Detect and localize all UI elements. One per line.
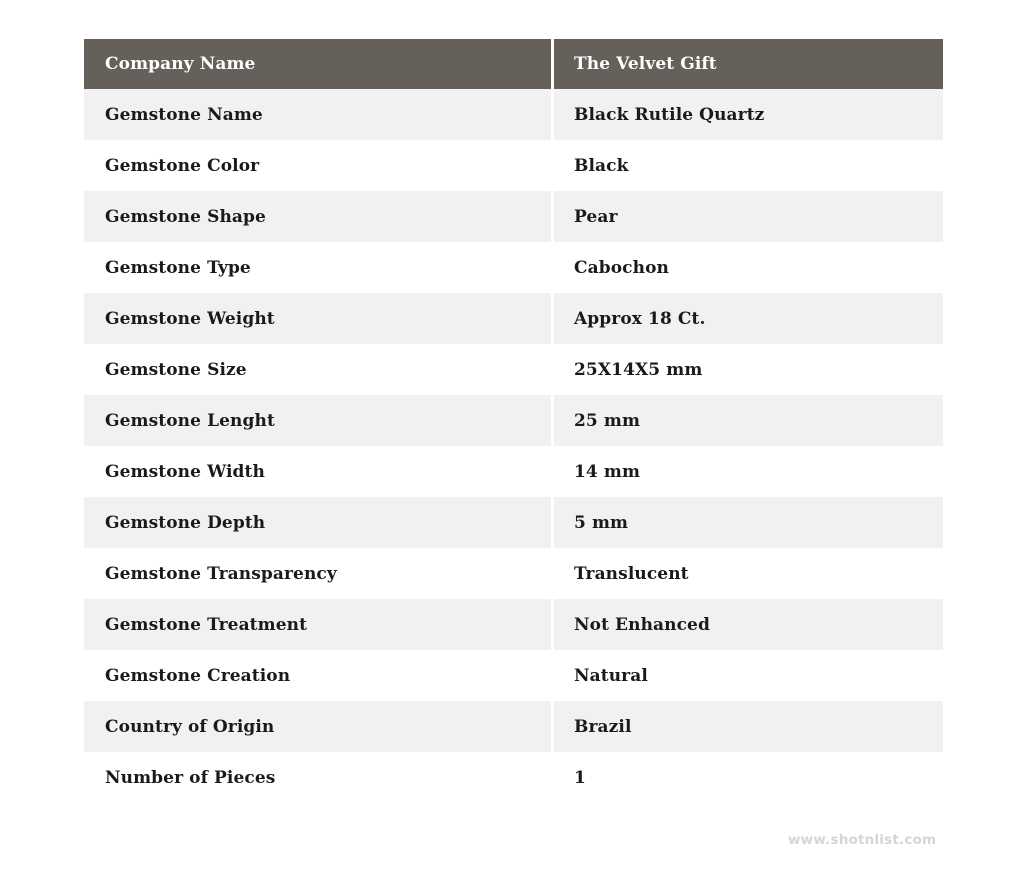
row-value-cell bbox=[554, 191, 943, 242]
row-value-text: 14 mm bbox=[554, 446, 943, 497]
row-value-text: Not Enhanced bbox=[554, 599, 943, 650]
row-value-text: Black bbox=[554, 140, 943, 191]
row-value-cell bbox=[554, 395, 943, 446]
row-value-cell bbox=[554, 548, 943, 599]
row-label-text: Gemstone Depth bbox=[84, 497, 551, 548]
row-label-cell bbox=[84, 701, 551, 752]
table-row bbox=[84, 242, 943, 293]
row-value-text: 25X14X5 mm bbox=[554, 344, 943, 395]
row-value-text: Pear bbox=[554, 191, 943, 242]
table-row bbox=[84, 293, 943, 344]
table-row bbox=[84, 140, 943, 191]
row-value-cell bbox=[554, 497, 943, 548]
row-label-cell bbox=[84, 497, 551, 548]
header-value-cell bbox=[554, 39, 943, 89]
row-label-cell bbox=[84, 191, 551, 242]
row-label-text: Gemstone Weight bbox=[84, 293, 551, 344]
row-value-cell bbox=[554, 140, 943, 191]
row-value-cell bbox=[554, 752, 943, 803]
row-label-cell bbox=[84, 89, 551, 140]
table-body bbox=[84, 39, 943, 803]
table-row bbox=[84, 497, 943, 548]
table-row bbox=[84, 446, 943, 497]
watermark-text: www.shotnlist.com bbox=[788, 832, 937, 848]
row-value-cell bbox=[554, 650, 943, 701]
header-label-cell bbox=[84, 39, 551, 89]
row-label-cell bbox=[84, 599, 551, 650]
row-value-text: Approx 18 Ct. bbox=[554, 293, 943, 344]
table-row bbox=[84, 701, 943, 752]
table-row bbox=[84, 548, 943, 599]
row-label-text: Country of Origin bbox=[84, 701, 551, 752]
row-value-text: 5 mm bbox=[554, 497, 943, 548]
table-row bbox=[84, 395, 943, 446]
row-value-text: Black Rutile Quartz bbox=[554, 89, 943, 140]
row-label-cell bbox=[84, 242, 551, 293]
row-value-text: Brazil bbox=[554, 701, 943, 752]
row-value-text: Cabochon bbox=[554, 242, 943, 293]
row-label-cell bbox=[84, 446, 551, 497]
row-label-text: Number of Pieces bbox=[84, 752, 551, 803]
row-label-text: Gemstone Size bbox=[84, 344, 551, 395]
row-label-text: Gemstone Color bbox=[84, 140, 551, 191]
table-row bbox=[84, 752, 943, 803]
row-value-text: 1 bbox=[554, 752, 943, 803]
row-value-cell bbox=[554, 344, 943, 395]
row-value-cell bbox=[554, 89, 943, 140]
table-row bbox=[84, 650, 943, 701]
row-label-text: Gemstone Name bbox=[84, 89, 551, 140]
table-row bbox=[84, 344, 943, 395]
row-value-cell bbox=[554, 446, 943, 497]
row-value-cell bbox=[554, 701, 943, 752]
row-label-cell bbox=[84, 344, 551, 395]
row-label-text: Gemstone Transparency bbox=[84, 548, 551, 599]
header-label-text: Company Name bbox=[84, 39, 551, 89]
row-label-cell bbox=[84, 548, 551, 599]
row-label-cell bbox=[84, 293, 551, 344]
table-row bbox=[84, 89, 943, 140]
row-value-text: Translucent bbox=[554, 548, 943, 599]
table-header-row bbox=[84, 39, 943, 89]
row-value-cell bbox=[554, 242, 943, 293]
row-label-cell bbox=[84, 140, 551, 191]
row-value-cell bbox=[554, 599, 943, 650]
row-label-text: Gemstone Lenght bbox=[84, 395, 551, 446]
table-row bbox=[84, 191, 943, 242]
row-label-text: Gemstone Type bbox=[84, 242, 551, 293]
row-label-cell bbox=[84, 650, 551, 701]
row-value-text: 25 mm bbox=[554, 395, 943, 446]
header-value-text: The Velvet Gift bbox=[554, 39, 943, 89]
row-value-text: Natural bbox=[554, 650, 943, 701]
row-label-cell bbox=[84, 395, 551, 446]
row-label-text: Gemstone Creation bbox=[84, 650, 551, 701]
gemstone-specification-table bbox=[84, 39, 943, 803]
table-row bbox=[84, 599, 943, 650]
row-label-text: Gemstone Shape bbox=[84, 191, 551, 242]
row-label-text: Gemstone Width bbox=[84, 446, 551, 497]
row-value-cell bbox=[554, 293, 943, 344]
row-label-cell bbox=[84, 752, 551, 803]
row-label-text: Gemstone Treatment bbox=[84, 599, 551, 650]
